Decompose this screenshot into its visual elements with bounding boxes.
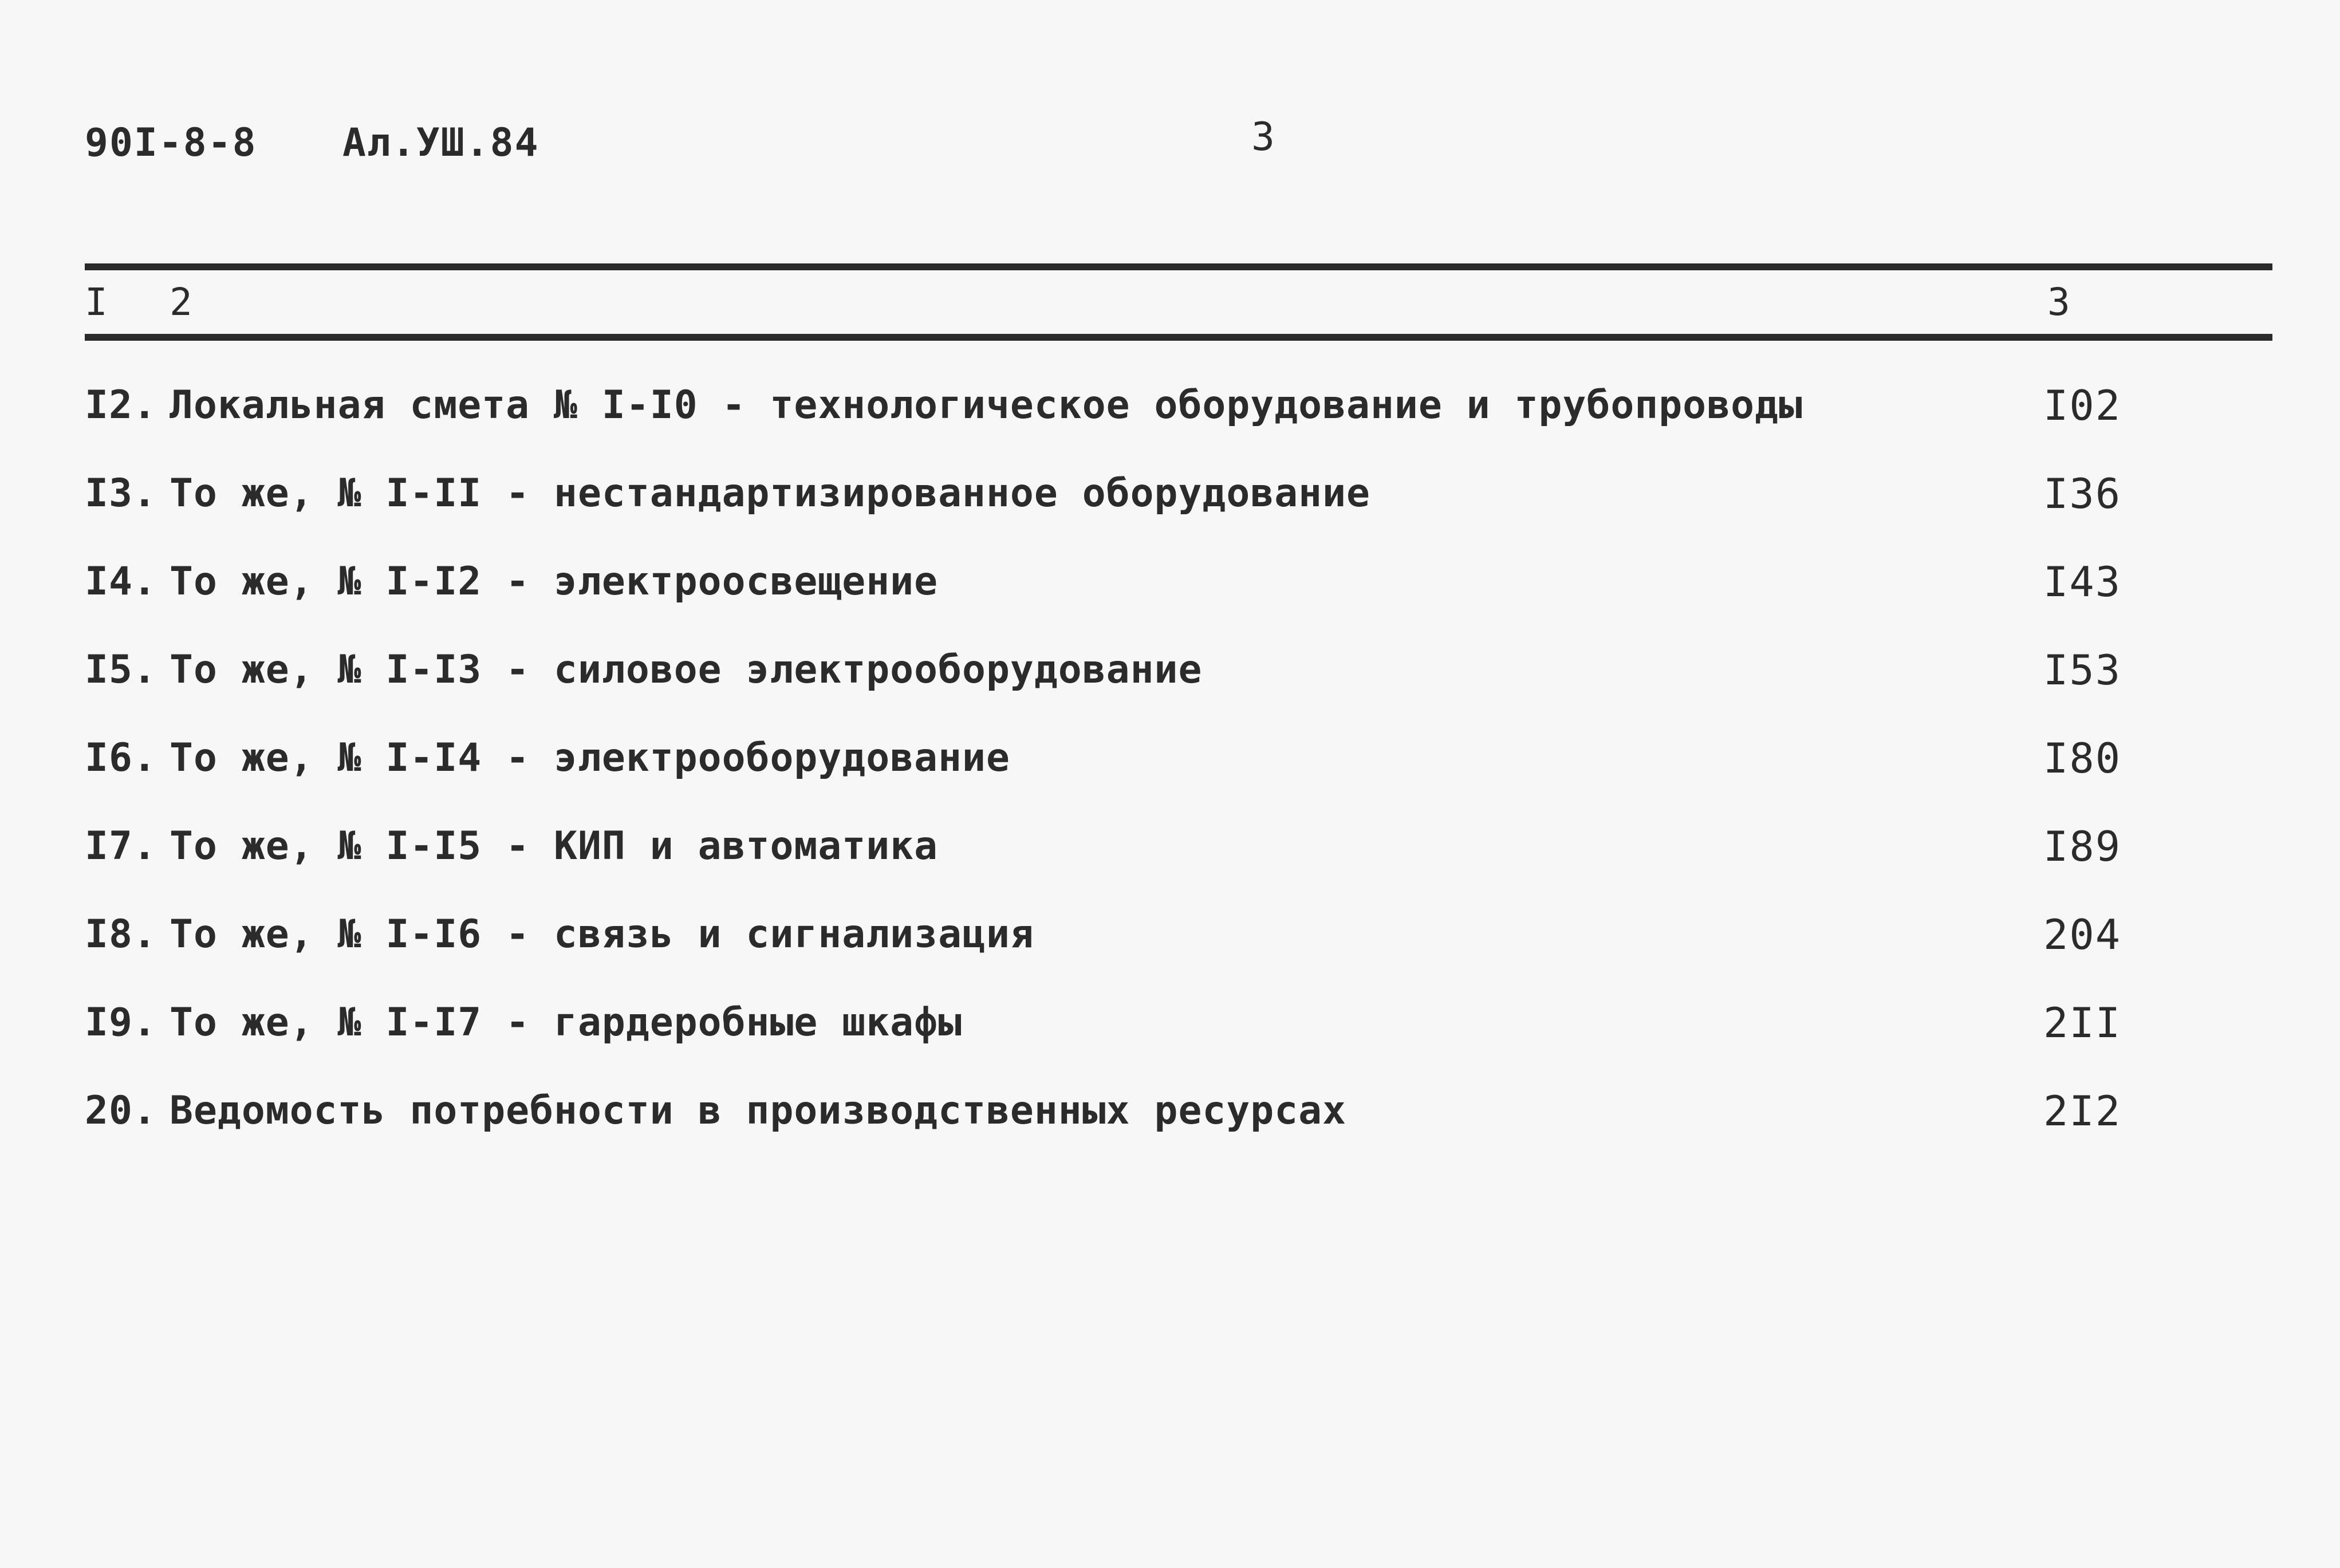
- entry-text: [85, 997, 962, 1049]
- entry-number: I5.: [85, 647, 157, 692]
- entry-title: То же, № I-I4 - электрооборудование: [170, 735, 1010, 781]
- entry-number: I7.: [85, 824, 157, 869]
- entry-text: [85, 821, 938, 872]
- column-header-1: I: [85, 280, 108, 324]
- entry-title: То же, № I-I7 - гардеробные шкафы: [170, 1000, 963, 1045]
- entry-text: [85, 732, 1010, 784]
- entry-page-number: 204: [2043, 911, 2122, 959]
- entry-number: I8.: [85, 912, 157, 957]
- entry-title: Локальная смета № I-I0 - технологическое оборудование и трубопроводы: [170, 383, 1803, 428]
- entry-title: То же, № I-I3 - силовое электрооборудование: [170, 647, 1203, 692]
- entry-number: 20.: [85, 1088, 157, 1133]
- list-item: [85, 556, 2272, 644]
- entry-number: I4.: [85, 559, 157, 604]
- contents-list: [85, 380, 2272, 1173]
- entry-number: I3.: [85, 471, 157, 516]
- column-header-3: 3: [2047, 280, 2070, 324]
- entry-title: То же, № I-I6 - связь и сигнализация: [170, 912, 1034, 957]
- entry-page-number: I36: [2043, 470, 2122, 518]
- list-item: [85, 909, 2272, 997]
- entry-page-number: I43: [2043, 558, 2122, 606]
- entry-text: [85, 1085, 1346, 1137]
- entry-text: [85, 468, 1370, 519]
- list-item: [85, 468, 2272, 556]
- entry-title: То же, № I-II - нестандартизированное оборудование: [170, 471, 1370, 516]
- list-item: [85, 644, 2272, 732]
- entry-number: I2.: [85, 383, 157, 428]
- entry-page-number: I02: [2043, 381, 2122, 430]
- entry-number: I9.: [85, 1000, 157, 1045]
- list-item: [85, 1085, 2272, 1173]
- album-label: Ал.УШ.84: [342, 120, 539, 166]
- list-item: [85, 997, 2272, 1085]
- entry-text: [85, 909, 1034, 960]
- table-header-rule: [85, 334, 2272, 341]
- entry-page-number: I80: [2043, 734, 2122, 782]
- entry-text: [85, 556, 938, 608]
- entry-page-number: 2I2: [2043, 1087, 2122, 1135]
- table-top-rule: [85, 263, 2272, 270]
- list-item: [85, 732, 2272, 821]
- entry-page-number: I53: [2043, 646, 2122, 694]
- document-series-code: 90I-8-8: [85, 120, 257, 166]
- entry-text: [85, 380, 1803, 431]
- entry-title: То же, № I-I2 - электроосвещение: [170, 559, 939, 604]
- entry-title: Ведомость потребности в производственных ресурсах: [170, 1088, 1347, 1133]
- entry-text: [85, 644, 1202, 696]
- list-item: [85, 380, 2272, 468]
- entry-page-number: 2II: [2043, 999, 2122, 1047]
- page-number: 3: [1251, 115, 1276, 160]
- entry-title: То же, № I-I5 - КИП и автоматика: [170, 824, 939, 869]
- column-header-2: 2: [170, 280, 192, 324]
- entry-page-number: I89: [2043, 822, 2122, 870]
- entry-number: I6.: [85, 735, 157, 781]
- list-item: [85, 821, 2272, 909]
